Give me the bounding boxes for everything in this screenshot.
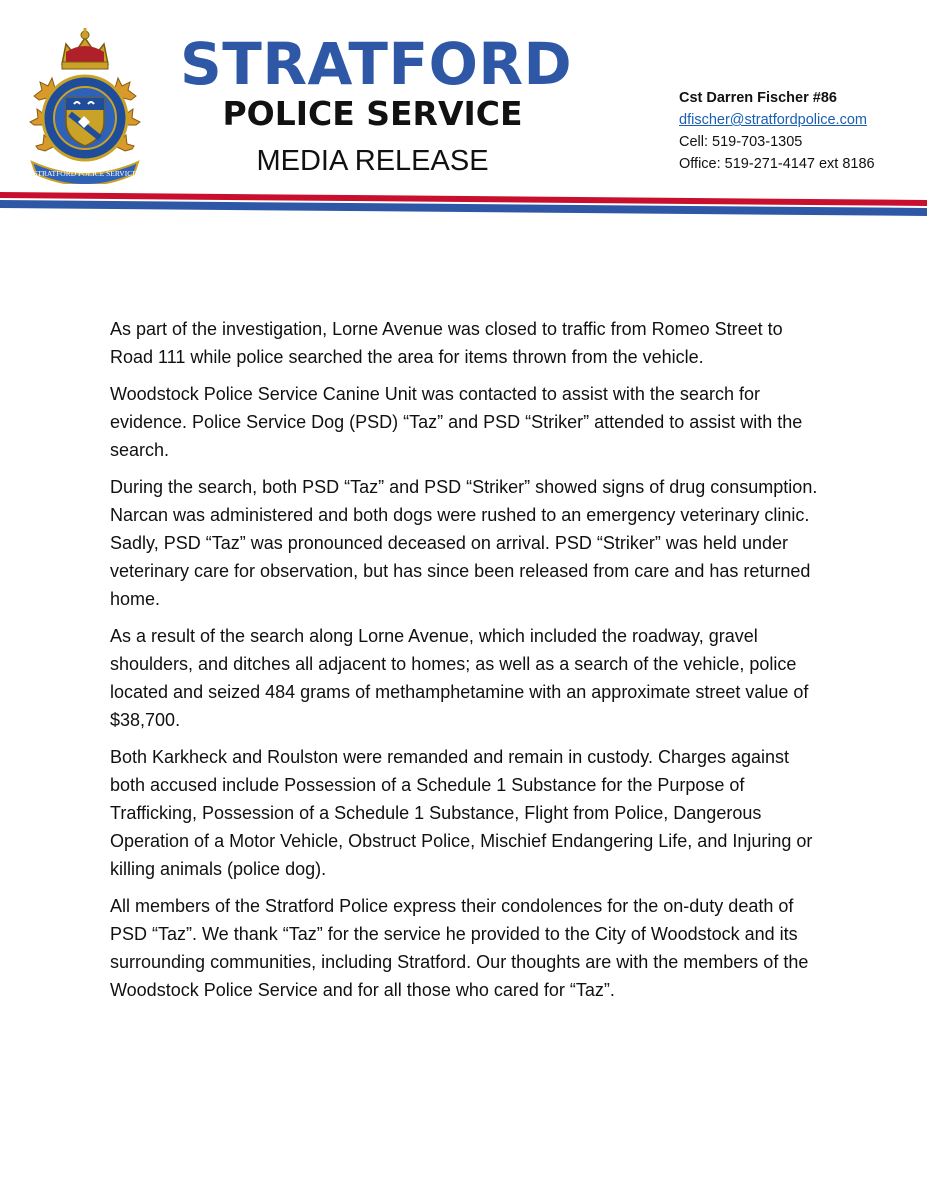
org-name: STRATFORD bbox=[180, 30, 573, 98]
paragraph: As part of the investigation, Lorne Avenue was closed to traffic from Romeo Street to Road 111 while police searched the area for items thrown from the vehicle. bbox=[110, 319, 783, 367]
header-stripes bbox=[0, 188, 927, 216]
contact-office: Office: 519-271-4147 ext 8186 bbox=[679, 156, 875, 172]
paragraph: Both Karkheck and Roulston were remanded and remain in custody. Charges against both accused include Possession of a Schedule 1 Substance for the Purpose of Trafficking, Possession of a Schedule 1 Substance, Flight from Police, Dangerous Operation of a Motor Vehicle, Obstruct Police, Mischief Endangering Life, and Injuring or killing animals (police dog). bbox=[110, 747, 813, 879]
paragraph: As a result of the search along Lorne Avenue, which included the roadway, gravel shoulders, and ditches all adjacent to homes; as well as a search of the vehicle, police located and seized 484 grams of methamphetamine with an approximate street value of $38,700. bbox=[110, 626, 809, 730]
banner-icon bbox=[32, 162, 138, 184]
paragraph: Woodstock Police Service Canine Unit was contacted to assist with the search for evidence. Police Service Dog (PSD) “Taz” and PSD “Striker” attended to assist with the search. bbox=[110, 384, 803, 460]
police-crest-logo bbox=[22, 26, 148, 184]
release-body bbox=[110, 315, 825, 1013]
contact-name: Cst Darren Fischer #86 bbox=[679, 90, 837, 106]
logo-banner-text: STRATFORD POLICE SERVICE bbox=[33, 169, 137, 178]
contact-cell: Cell: 519-703-1305 bbox=[679, 134, 803, 150]
paragraph: All members of the Stratford Police express their condolences for the on-duty death of PSD “Taz”. We thank “Taz” for the service he provided to the City of Woodstock and its surrounding communities, including Stratford. Our thoughts are with the members of the Woodstock Police Service and for all those who cared for “Taz”. bbox=[110, 896, 809, 1000]
crown-icon bbox=[62, 28, 108, 69]
contact-block bbox=[679, 87, 919, 175]
org-subtitle: POLICE SERVICE bbox=[222, 94, 523, 133]
paragraph: During the search, both PSD “Taz” and PSD “Striker” showed signs of drug consumption. Narcan was administered and both dogs were rushed to an emergency veterinary clinic. Sadly, PSD “Taz” was pronounced deceased on arrival. PSD “Striker” was held under veterinary care for observation, but has since been released from care and has returned home. bbox=[110, 477, 818, 609]
contact-email-link[interactable]: dfischer@stratfordpolice.com bbox=[679, 112, 867, 128]
release-type: MEDIA RELEASE bbox=[256, 145, 489, 177]
